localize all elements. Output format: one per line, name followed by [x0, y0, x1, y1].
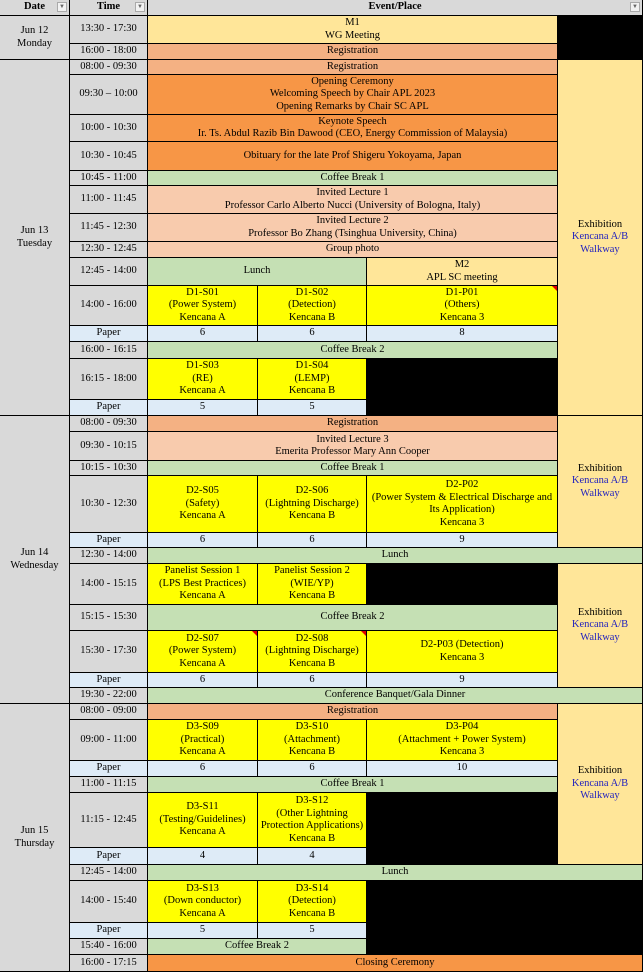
- paper-count[interactable]: [148, 673, 258, 688]
- exhibition-place: Walkway: [580, 790, 620, 802]
- exhibition-cell-text: Exhibition: [577, 765, 623, 777]
- date-column-header[interactable]: [0, 0, 70, 16]
- session-d1-s01[interactable]: [148, 286, 258, 326]
- paper-count[interactable]: [148, 761, 258, 777]
- filter-dropdown-icon[interactable]: ▼: [630, 2, 640, 12]
- paper-count[interactable]: [258, 761, 367, 777]
- session-d3-p04[interactable]: [367, 720, 558, 761]
- time-cell[interactable]: [70, 704, 148, 720]
- blank-cell[interactable]: [558, 16, 643, 60]
- event-coffee-break-text: Coffee Break 2: [225, 940, 289, 952]
- time-cell-text: 12:45 - 14:00: [80, 265, 137, 277]
- paper-count-text: 6: [309, 762, 315, 774]
- event-registration-text: Registration: [326, 417, 379, 429]
- session-d3-s13[interactable]: [148, 881, 258, 923]
- session-d3-s11[interactable]: [148, 793, 258, 848]
- time-cell[interactable]: [70, 342, 148, 359]
- exhibition-location: Kencana A/B: [571, 777, 629, 789]
- paper-count[interactable]: [258, 326, 367, 342]
- day-cell[interactable]: [0, 704, 70, 972]
- exhibition-location: Kencana A/B: [571, 475, 629, 487]
- paper-label-text: Paper: [96, 327, 121, 339]
- event-group-photo[interactable]: [148, 242, 558, 258]
- session-d2-p03[interactable]: [367, 631, 558, 673]
- session-d2-s08[interactable]: [258, 631, 367, 673]
- time-cell[interactable]: [70, 359, 148, 400]
- time-cell-text: 16:00 - 17:15: [80, 956, 137, 968]
- time-cell[interactable]: [70, 242, 148, 258]
- time-cell[interactable]: [70, 793, 148, 848]
- paper-count-text: 6: [199, 533, 206, 545]
- time-cell[interactable]: [70, 631, 148, 673]
- event-registration[interactable]: [148, 704, 558, 720]
- time-header-label: Time: [96, 1, 121, 13]
- paper-count[interactable]: [258, 673, 367, 688]
- event-registration-text: Registration: [326, 60, 379, 72]
- paper-count-text: 8: [459, 327, 465, 339]
- event-obituary[interactable]: [148, 142, 558, 171]
- time-cell-text: 09:00 - 11:00: [80, 733, 137, 745]
- paper-count-text: 6: [199, 673, 206, 685]
- panel-session-1-text: Panelist Session 1 (LPS Best Practices) Kencana A: [159, 565, 246, 602]
- paper-count-text: 5: [309, 924, 315, 936]
- paper-count[interactable]: [367, 533, 558, 548]
- event-invited-lecture-3[interactable]: [148, 432, 558, 461]
- session-d1-p01[interactable]: [367, 286, 558, 326]
- time-cell[interactable]: [70, 142, 148, 171]
- event-coffee-break-text: Coffee Break 1: [320, 778, 385, 790]
- session-d3-s12[interactable]: [258, 793, 367, 848]
- exhibition-cell[interactable]: [558, 60, 643, 416]
- time-cell-text: 09:30 – 10:00: [79, 88, 138, 100]
- time-cell[interactable]: [70, 777, 148, 793]
- event-registration[interactable]: [148, 416, 558, 432]
- paper-label[interactable]: [70, 326, 148, 342]
- event-invited-lecture-1[interactable]: [148, 186, 558, 214]
- paper-count-text: 10: [456, 762, 468, 774]
- exhibition-cell-text: Exhibition: [577, 218, 623, 230]
- time-cell[interactable]: [70, 115, 148, 142]
- event-lunch-text: Lunch: [381, 549, 409, 561]
- paper-label[interactable]: [70, 400, 148, 416]
- paper-count-text: 6: [199, 762, 206, 774]
- session-d1-s04-text: D1-S04 (LEMP) Kencana B: [288, 360, 336, 397]
- time-cell-text: 11:00 - 11:45: [80, 193, 137, 205]
- time-cell[interactable]: [70, 214, 148, 242]
- day-cell-text: Jun 12: [20, 25, 49, 36]
- blank-cell[interactable]: [367, 881, 643, 955]
- paper-count[interactable]: [148, 533, 258, 548]
- event-opening-ceremony-text: Opening Ceremony Welcoming Speech by Chair APL 2023 Opening Remarks by Chair SC APL: [269, 75, 436, 112]
- time-cell-text: 12:30 - 12:45: [80, 243, 137, 255]
- paper-count[interactable]: [258, 533, 367, 548]
- session-d2-p03-text: D2-P03 (Detection) Kencana 3: [420, 639, 504, 663]
- exhibition-location: Kencana A/B: [571, 231, 629, 243]
- paper-label[interactable]: [70, 761, 148, 777]
- paper-label-text: Paper: [96, 924, 121, 936]
- event-invited-lecture-2[interactable]: [148, 214, 558, 242]
- event-lunch-text: Lunch: [381, 866, 409, 878]
- paper-count-text: 5: [199, 401, 206, 413]
- paper-count-text: 9: [459, 533, 465, 545]
- paper-label[interactable]: [70, 533, 148, 548]
- event-coffee-break[interactable]: [148, 939, 367, 955]
- event-banquet-text: Conference Banquet/Gala Dinner: [324, 689, 466, 701]
- weekday-text: Monday: [17, 37, 52, 49]
- event-lunch[interactable]: [148, 865, 643, 881]
- paper-count-text: 6: [199, 327, 206, 339]
- blank-cell[interactable]: [367, 793, 558, 865]
- paper-label-text: Paper: [96, 533, 121, 545]
- time-cell-text: 15:30 - 17:30: [80, 645, 137, 657]
- session-d2-s05-text: D2-S05 (Safety) Kencana A: [179, 485, 226, 522]
- time-cell[interactable]: [70, 186, 148, 214]
- panel-session-1[interactable]: [148, 564, 258, 605]
- event-m2[interactable]: [367, 258, 558, 286]
- exhibition-place: Walkway: [580, 631, 620, 643]
- session-d1-s04[interactable]: [258, 359, 367, 400]
- event-obituary-text: Obituary for the late Prof Shigeru Yokoyama, Japan: [243, 149, 462, 161]
- session-d2-s07[interactable]: [148, 631, 258, 673]
- time-cell[interactable]: [70, 258, 148, 286]
- time-cell-text: 14:00 - 16:00: [80, 299, 137, 311]
- weekday-text: Tuesday: [16, 237, 53, 249]
- filter-dropdown-icon[interactable]: ▼: [57, 2, 67, 12]
- paper-count[interactable]: [367, 326, 558, 342]
- day-cell[interactable]: [0, 416, 70, 704]
- event-invited-lecture-2-text: Invited Lecture 2 Professor Bo Zhang (Tsinghua University, China): [248, 215, 457, 239]
- time-cell[interactable]: [70, 16, 148, 44]
- paper-label[interactable]: [70, 923, 148, 939]
- event-keynote-text: Keynote Speech Ir. Ts. Abdul Razib Bin Dawood (CEO, Energy Commission of Malaysia): [197, 115, 508, 139]
- time-cell-text: 13:30 - 17:30: [80, 23, 137, 35]
- event-closing-ceremony-text: Closing Ceremony: [355, 956, 435, 968]
- session-d3-s10[interactable]: [258, 720, 367, 761]
- session-d2-p02-text: D2-P02 (Power System & Electrical Discharge and Its Application) Kencana 3: [371, 479, 553, 528]
- paper-label[interactable]: [70, 673, 148, 688]
- time-cell[interactable]: [70, 564, 148, 605]
- paper-count-text: 5: [199, 924, 206, 936]
- day-cell[interactable]: [0, 16, 70, 60]
- paper-count[interactable]: [258, 923, 367, 939]
- paper-count-text: 9: [459, 673, 465, 685]
- session-d2-s05[interactable]: [148, 476, 258, 533]
- session-d3-s11-text: D3-S11 (Testing/Guidelines) Kencana A: [159, 801, 246, 838]
- paper-label[interactable]: [70, 848, 148, 865]
- event-lunch[interactable]: [148, 548, 643, 564]
- time-column-header[interactable]: [70, 0, 148, 16]
- event-coffee-break[interactable]: [148, 777, 558, 793]
- time-cell[interactable]: [70, 865, 148, 881]
- time-cell[interactable]: [70, 432, 148, 461]
- time-cell-text: 08:00 - 09:30: [80, 417, 137, 429]
- time-cell[interactable]: [70, 171, 148, 186]
- exhibition-location: Kencana A/B: [571, 619, 629, 631]
- session-d1-s01-text: D1-S01 (Power System) Kencana A: [168, 286, 237, 323]
- day-cell-text: Jun 13: [20, 225, 49, 236]
- paper-count-text: 6: [309, 327, 315, 339]
- exhibition-cell[interactable]: [558, 416, 643, 548]
- time-cell-text: 10:30 - 10:45: [80, 149, 137, 161]
- time-cell-text: 11:45 - 12:30: [80, 221, 137, 233]
- time-cell-text: 10:15 - 10:30: [80, 461, 137, 473]
- comment-indicator-icon[interactable]: [552, 286, 557, 291]
- time-cell[interactable]: [70, 955, 148, 972]
- time-cell[interactable]: [70, 939, 148, 955]
- day-cell[interactable]: [0, 60, 70, 416]
- blank-cell[interactable]: [367, 564, 558, 605]
- event-m1[interactable]: [148, 16, 558, 44]
- session-d1-s03[interactable]: [148, 359, 258, 400]
- paper-count-text: 4: [309, 849, 315, 861]
- session-d2-s06[interactable]: [258, 476, 367, 533]
- time-cell[interactable]: [70, 416, 148, 432]
- day-cell-text: Jun 14: [20, 547, 49, 558]
- session-d1-s03-text: D1-S03 (RE) Kencana A: [179, 360, 226, 397]
- panel-session-2-text: Panelist Session 2 (WIE/YP) Kencana B: [274, 565, 350, 602]
- paper-count[interactable]: [148, 923, 258, 939]
- day-cell-text: Jun 15: [20, 825, 49, 836]
- event-coffee-break[interactable]: [148, 461, 558, 476]
- event-invited-lecture-3-text: Invited Lecture 3 Emerita Professor Mary Ann Cooper: [275, 433, 430, 457]
- exhibition-cell[interactable]: [558, 564, 643, 688]
- event-coffee-break[interactable]: [148, 605, 558, 631]
- paper-label-text: Paper: [96, 401, 121, 413]
- time-cell-text: 15:40 - 16:00: [80, 940, 137, 952]
- paper-count-text: 6: [309, 673, 315, 685]
- paper-count-text: 6: [309, 533, 315, 545]
- event-opening-ceremony[interactable]: [148, 75, 558, 115]
- time-cell[interactable]: [70, 720, 148, 761]
- time-cell[interactable]: [70, 688, 148, 704]
- exhibition-cell-text: Exhibition: [577, 462, 623, 474]
- time-cell-text: 12:30 - 14:00: [80, 549, 137, 561]
- panel-session-2[interactable]: [258, 564, 367, 605]
- filter-dropdown-icon[interactable]: ▼: [135, 2, 145, 12]
- time-cell-text: 11:15 - 12:45: [80, 813, 137, 825]
- event-coffee-break-text: Coffee Break 1: [320, 461, 385, 473]
- session-d3-s09[interactable]: [148, 720, 258, 761]
- time-cell[interactable]: [70, 286, 148, 326]
- time-cell-text: 19:30 - 22:00: [80, 689, 137, 701]
- paper-count-text: 5: [309, 401, 315, 413]
- session-d3-p04-text: D3-P04 (Attachment + Power System) Kencana 3: [398, 721, 526, 758]
- time-cell[interactable]: [70, 605, 148, 631]
- paper-count[interactable]: [258, 400, 367, 416]
- event-coffee-break[interactable]: [148, 342, 558, 359]
- paper-count[interactable]: [367, 673, 558, 688]
- event-registration-text: Registration: [326, 705, 379, 717]
- paper-count-text: 4: [199, 849, 206, 861]
- session-d3-s10-text: D3-S10 (Attachment) Kencana B: [284, 721, 340, 758]
- weekday-text: Wednesday: [10, 559, 59, 571]
- event-lunch-text: Lunch: [243, 265, 271, 277]
- event-lunch[interactable]: [148, 258, 367, 286]
- time-cell-text: 11:00 - 11:15: [80, 778, 137, 790]
- time-cell-text: 14:00 - 15:40: [80, 895, 137, 907]
- paper-count[interactable]: [148, 326, 258, 342]
- time-cell[interactable]: [70, 60, 148, 75]
- date-header-label: Date: [24, 1, 45, 13]
- event-closing-ceremony[interactable]: [148, 955, 643, 972]
- event-coffee-break[interactable]: [148, 171, 558, 186]
- session-d1-s02-text: D1-S02 (Detection) Kencana B: [288, 286, 336, 323]
- session-d3-s13-text: D3-S13 (Down conductor) Kencana A: [163, 882, 242, 919]
- event-group-photo-text: Group photo: [325, 243, 380, 255]
- exhibition-place: Walkway: [580, 243, 620, 255]
- paper-count[interactable]: [367, 761, 558, 777]
- time-cell[interactable]: [70, 548, 148, 564]
- comment-indicator-icon[interactable]: [252, 631, 257, 636]
- time-cell-text: 16:00 - 16:15: [80, 343, 137, 355]
- time-cell-text: 10:45 - 11:00: [80, 171, 137, 183]
- event-registration-text: Registration: [326, 45, 379, 57]
- session-d3-s14[interactable]: [258, 881, 367, 923]
- time-cell-text: 09:30 - 10:15: [80, 439, 137, 451]
- time-cell-text: 12:45 - 14:00: [80, 866, 137, 878]
- exhibition-place: Walkway: [580, 487, 620, 499]
- session-d2-s06-text: D2-S06 (Lightning Discharge) Kencana B: [265, 485, 359, 522]
- time-cell-text: 10:00 - 10:30: [80, 121, 137, 133]
- time-cell-text: 08:00 - 09:30: [80, 60, 137, 72]
- session-d1-p01-text: D1-P01 (Others) Kencana 3: [439, 286, 485, 323]
- blank-cell[interactable]: [367, 359, 558, 416]
- time-cell-text: 08:00 - 09:00: [80, 705, 137, 717]
- paper-label-text: Paper: [96, 849, 121, 861]
- time-cell-text: 15:15 - 15:30: [80, 611, 137, 623]
- event-coffee-break-text: Coffee Break 2: [320, 611, 385, 623]
- event-registration[interactable]: [148, 60, 558, 75]
- time-cell-text: 10:30 - 12:30: [80, 497, 137, 509]
- event-m1-text: M1 WG Meeting: [324, 17, 381, 41]
- session-d1-s02[interactable]: [258, 286, 367, 326]
- time-cell[interactable]: [70, 881, 148, 923]
- event-coffee-break-text: Coffee Break 1: [320, 171, 385, 183]
- exhibition-cell[interactable]: [558, 704, 643, 865]
- session-d2-p02[interactable]: [367, 476, 558, 533]
- time-cell[interactable]: [70, 75, 148, 115]
- event-keynote[interactable]: [148, 115, 558, 142]
- time-cell[interactable]: [70, 44, 148, 60]
- exhibition-cell-text: Exhibition: [577, 606, 623, 618]
- time-cell-text: 16:00 - 18:00: [80, 45, 137, 57]
- session-d3-s12-text: D3-S12 (Other Lightning Protection Applications) Kencana B: [260, 795, 364, 844]
- time-cell-text: 14:00 - 15:15: [80, 577, 137, 589]
- paper-label-text: Paper: [96, 762, 121, 774]
- paper-count[interactable]: [148, 848, 258, 865]
- session-d3-s09-text: D3-S09 (Practical) Kencana A: [179, 721, 226, 758]
- paper-count[interactable]: [148, 400, 258, 416]
- event-m2-text: M2 APL SC meeting: [426, 259, 498, 283]
- session-d3-s14-text: D3-S14 (Detection) Kencana B: [288, 882, 336, 919]
- paper-label-text: Paper: [96, 673, 121, 685]
- comment-indicator-icon[interactable]: [361, 631, 366, 636]
- session-d2-s08-text: D2-S08 (Lightning Discharge) Kencana B: [265, 632, 359, 669]
- event-header-label: Event/Place: [368, 1, 422, 13]
- paper-count[interactable]: [258, 848, 367, 865]
- event-banquet[interactable]: [148, 688, 643, 704]
- event-invited-lecture-1-text: Invited Lecture 1 Professor Carlo Alberto Nucci (University of Bologna, Italy): [224, 187, 481, 211]
- weekday-text: Thursday: [14, 837, 55, 849]
- time-cell-text: 16:15 - 18:00: [80, 372, 137, 384]
- time-cell[interactable]: [70, 476, 148, 533]
- time-cell[interactable]: [70, 461, 148, 476]
- event-coffee-break-text: Coffee Break 2: [320, 343, 385, 355]
- event-column-header[interactable]: [148, 0, 643, 16]
- session-d2-s07-text: D2-S07 (Power System) Kencana A: [168, 632, 237, 669]
- event-registration[interactable]: [148, 44, 558, 60]
